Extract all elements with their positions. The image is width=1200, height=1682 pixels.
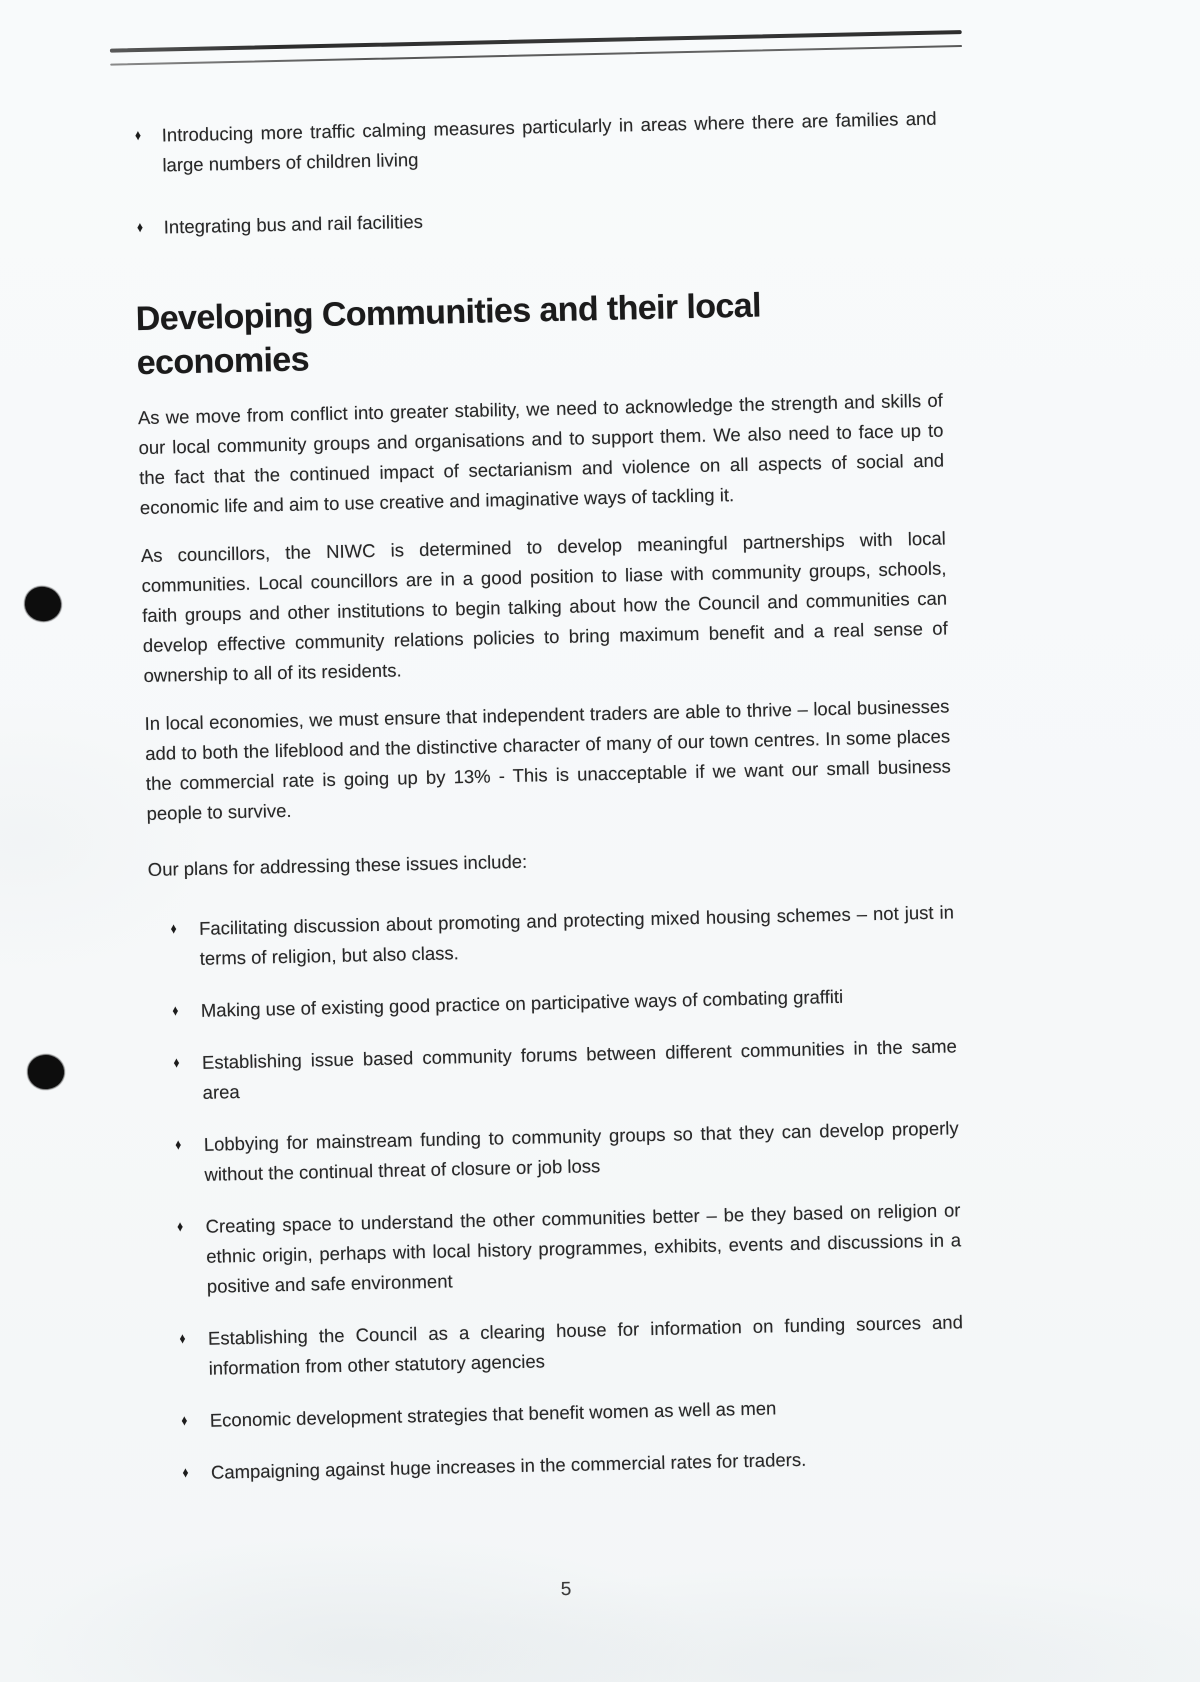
bullet-text: Introducing more traffic calming measures particularly in areas where there are families and large numbers of children living (161, 107, 937, 176)
list-item (161, 1441, 966, 1489)
header-double-rule (110, 30, 962, 66)
list-item (151, 979, 956, 1027)
bullet-text: Campaigning against huge increases in the commercial rates for traders. (210, 1448, 807, 1483)
list-item (160, 1389, 965, 1437)
plan-bullet-list (149, 897, 966, 1488)
diamond-bullet-icon: ♦ (182, 1464, 189, 1482)
paragraph: In local economies, we must ensure that independent traders are able to thrive – local businesses add to both the lifeblood and the distinctive character of many of our town centres. In some places the commercial rate is going up by 13% - This is unacceptable if we want our small business people to survive. (144, 695, 951, 824)
list-item (153, 1113, 959, 1191)
diamond-bullet-icon: ♦ (181, 1412, 188, 1430)
bullet-text: Establishing the Council as a clearing house for information on funding sources and information from other statutory agencies (207, 1311, 964, 1379)
bullet-text: Lobbying for mainstream funding to community groups so that they can develop properly without the continual threat of closure or job loss (203, 1117, 959, 1185)
diamond-bullet-icon: ♦ (175, 1136, 182, 1154)
paragraph: As councillors, the NIWC is determined to develop meaningful partnerships with local communities. Local councillors are in a good position to liase with community groups, schools, faith groups and other institutions to begin talking about how the Council and communities can develop effective community relations policies to bring maximum benefit and a real sense of ownership to all of its residents. (140, 527, 948, 687)
bullet-text: Making use of existing good practice on participative ways of combating graffiti (200, 985, 844, 1021)
diamond-bullet-icon: ♦ (172, 1002, 179, 1020)
bullet-text: Economic development strategies that benefit women as well as men (209, 1397, 777, 1431)
list-item (155, 1195, 962, 1303)
bullet-text: Integrating bus and rail facilities (163, 210, 424, 238)
list-item (133, 196, 938, 244)
section-heading: Developing Communities and their local economies (135, 286, 762, 383)
paragraph: As we move from conflict into greater stability, we need to acknowledge the strength and skills of our local community groups and organisations and to support them. We also need to face up to the fact that the continued impact of sectarianism and violence on all aspects of social and economic life and aim to use creative and imaginative ways of tackling it. (137, 389, 945, 519)
diamond-bullet-icon: ♦ (176, 1218, 184, 1236)
bullet-text: Establishing issue based community forums between different communities in the same area (201, 1035, 958, 1103)
list-item (152, 1031, 958, 1109)
plans-intro-line: Our plans for addressing these issues include: (147, 850, 528, 880)
diamond-bullet-icon: ♦ (134, 126, 142, 145)
page-number: 5 (560, 1578, 572, 1601)
body-paragraphs (138, 386, 952, 829)
bullet-text: Creating space to understand the other communities better – be they based on religion or ethnic origin, perhaps with local history programmes, exhibits, events and discussions in a positive and safe environment (205, 1199, 962, 1297)
list-item (131, 104, 937, 182)
intro-bullet-list (131, 104, 938, 244)
diamond-bullet-icon: ♦ (179, 1330, 186, 1348)
diamond-bullet-icon: ♦ (170, 920, 177, 938)
bullet-text: Facilitating discussion about promoting and protecting mixed housing schemes – not just in terms of religion, but also class. (198, 901, 955, 969)
diamond-bullet-icon: ♦ (173, 1054, 180, 1072)
diamond-bullet-icon: ♦ (136, 218, 144, 237)
list-item (158, 1307, 964, 1385)
list-item (149, 897, 955, 975)
